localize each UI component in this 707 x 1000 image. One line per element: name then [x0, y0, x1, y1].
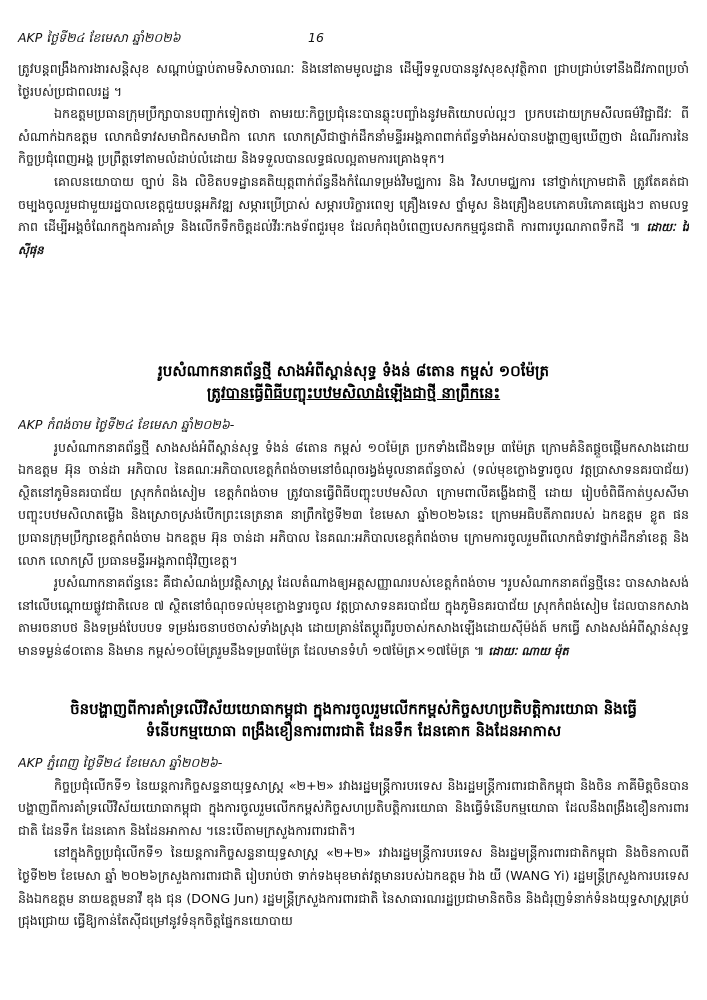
article-2-title-line: ត្រូវបានធ្វើពិធីបញ្ចុះបឋមសិលាដំឡើងជាថ្មី នាព្រឹកនេះ — [206, 384, 501, 402]
article-3-title-line: ចិនបង្ហាញពីការគាំទ្រលើវិស័យយោធាកម្ពុជា ក្នុងការចូលរួមលើកកម្ពស់កិច្ចសហប្រតិបត្តិការយោធា និងធ្វើ — [70, 700, 637, 718]
article-2-paragraph-text: រូបសំណាកនាគព័ន្ធនេះ គឺជាសំណង់ប្រវត្តិសាស្ត្រ ដែលតំណាងឲ្យអត្តសញ្ញាណរបស់ខេត្តកំពង់ចាម ។រូបសំណាកនាគព័ន្ធថ្មីនេះ បានសាងសង់នៅលើបណ្តោយផ្លូវជាតិលេខ ៧ ស្ថិតនៅចំណុចទល់មុខក្លោងទ្វារចូល វត្តប្រាសាទនគរបាជ័យ ក្នុងភូមិនគរបាជ័យ ស្រុកកំពង់សៀម ដែលបានកសាងតាមរចនាបថ និងទម្រង់បែបបទ ទម្រង់រចនាបថចាស់ទាំងស្រុង ដោយគ្រាន់តែប្ដូរពីរូបចាស់កសាងឡើងដោយស៊ីម៉ង់ត៍ មកធ្វើ សាងសង់អំពីស្ពាន់សុទ្ធមានទម្ងន់៨០តោន និងមាន កម្ពស់១០ម៉ែត្ររួមនឹងទម្រ៣ម៉ែត្រ ដែលមានទំហំ ១៧ម៉ែត្រ×១៧ម៉ែត្រ ៕ — [18, 575, 689, 658]
article-3-title — [18, 698, 689, 746]
article-2-title — [18, 360, 689, 408]
article-3-body — [18, 752, 689, 992]
article-1-body — [18, 58, 689, 356]
article-3-paragraph: នៅក្នុងកិច្ចប្រជុំលើកទី១ នៃយន្តការកិច្ចសន្ទនាយុទ្ធសាស្ត្រ «២+២» រវាងរដ្ឋមន្ត្រីការបរទេស និងរដ្ឋមន្ត្រីការពារជាតិកម្ពុជា និងចិនកាលពីថ្ងៃទី២២ ខែមេសា ឆ្នាំ ២០២៦ក្រសួងការពារជាតិ រៀបរាប់ថា ទាក់ទងមុខមាត់វត្តមានរបស់ឯកឧត្តម វ៉ាង យី (WANG Yi) រដ្ឋមន្ត្រីក្រសួងការបរទេស និងឯកឧត្តម នាយឧត្តមនាវី ឌុង ជុន (DONG Jun) រដ្ឋមន្ត្រីក្រសួងការពារជាតិ នៃសាធារណរដ្ឋប្រជាមានិតចិន និងជំរុញទំនាក់ទំនងយុទ្ធសាស្ត្រគ្រប់ជ្រុងជ្រោយ ធ្វើឱ្យកាន់តែស៊ីជម្រៅនូវទំនុកចិត្តផ្នែកនយោបាយ — [18, 845, 689, 929]
article-2-body — [18, 414, 689, 690]
article-2-paragraph — [18, 572, 689, 662]
article-1-paragraph: ឯកឧត្តមប្រធានក្រុមប្រឹក្សាបានបញ្ជាក់ទៀតថា តាមរយៈកិច្ចប្រជុំនេះបានឆ្លុះបញ្ចាំងនូវមតិយោបល់ល្អៗ ប្រកបដោយក្រមសីលធម៌វិជ្ជាជីវៈ ពីសំណាក់ឯកឧត្តម លោកជំទាវសមាជិកសមាជិកា លោក លោកស្រីជាថ្នាក់ដឹកនាំមន្ទីរអង្គភាពពាក់ព័ន្ធទាំងអស់បានបង្ហាញឲ្យឃើញថា ដំណើរការនៃកិច្ចប្រជុំពេញអង្គ ប្រព្រឹត្តទៅតាមលំដាប់លំដោយ និងទទួលបានលទ្ធផលល្អតាមការគ្រោងទុក។ — [18, 106, 689, 167]
header-dateline: AKP ថ្ងៃទី២៤ ខែមេសា ឆ្នាំ២០២៦ — [18, 30, 181, 45]
article-2-credit: ដោយៈ ណាយ ម៉ុត — [488, 643, 569, 658]
article-3-title-line: ទំនើបកម្មយោធា ពង្រឹងខឿនការពារជាតិ ដែនទឹក ដែនគោក និងដែនអាកាស — [145, 722, 562, 740]
article-2-paragraph: រូបសំណាកនាគព័ន្ធថ្មី សាងសង់អំពីស្ពាន់សុទ្ធ ទំងន់ ៨តោន កម្ពស់ ១០ម៉ែត្រ ប្រកទាំងជើងទម្រ ៣ម៉ែត្រ ក្រោមគំនិតផ្ដួចផ្ដើមកសាងដោយ ឯកឧត្តម អ៊ុន ចាន់ដា អភិបាល នៃគណៈអភិបាលខេត្តកំពង់ចាមនៅចំណុចរង្វង់មូលនាគព័ន្ធចាស់ (ទល់មុខក្លោងទ្វារចូល វត្តប្រាសាទនគរបាជ័យ) ស្ថិតនៅភូមិនគរបាជ័យ ស្រុកកំពង់សៀម ខេត្តកំពង់ចាម ត្រូវបានធ្វើពិធីបញ្ចុះបឋមសិលា ក្រោមពាលីគង្លើងជាថ្មី ដោយ រៀបចំពិធីកាត់ឫសសីមា បញ្ចុះបឋមសិលាតម្លើង និងស្រោចស្រង់បើកព្រះនេត្រនាគ នាព្រឹកថ្ងៃទី២៣ ខែមេសា ឆ្នាំ២០២៦នេះ ក្រោមអធិបតីភាពរបស់ ឯកឧត្តម ខ្លូត ផន ប្រធានក្រុមប្រឹក្សាខេត្តកំពង់ចាម ឯកឧត្តម អ៊ុន ចាន់ដា អភិបាល នៃគណៈអភិបាលខេត្តកំពង់ចាម ក្រោមការចូលរួមពីលោកជំទាវថ្នាក់ដឹកនាំខេត្ត និង លោក លោកស្រី ប្រធានមន្ទីរអង្គភាពជុំវិញខេត្ត។ — [18, 439, 689, 568]
page-number: 16 — [308, 30, 324, 45]
page-header — [18, 30, 689, 52]
article-2-title-line: រូបសំណាកនាគព័ន្ធថ្មី សាងអំពីស្ពាន់សុទ្ធ ទំងន់ ៨តោន កម្ពស់ ១០ម៉ែត្រ — [158, 362, 549, 380]
article-1-paragraph: ត្រូវបន្តពង្រឹងការងារសន្តិសុខ សណ្តាប់ធ្នាប់តាមទិសាចារណៈ និងនៅតាមមូលដ្ឋាន ដើម្បីទទួលបាននូវសុខសុវត្ថិភាព ជ្រាបជ្រាប់ទៅនឹងជីវភាពប្រចាំថ្ងៃរបស់ប្រជាពលរដ្ឋ ។ — [18, 61, 689, 99]
article-3-dateline: AKP ភ្នំពេញ ថ្ងៃទី២៤ ខែមេសា ឆ្នាំ២០២៦- — [18, 755, 223, 770]
article-2-title-line-wrap — [18, 382, 689, 404]
article-1-paragraph — [18, 171, 689, 261]
article-2-dateline: AKP កំពង់ចាម ថ្ងៃទី២៤ ខែមេសា ឆ្នាំ២០២៦- — [18, 417, 235, 432]
article-1-credit: ដោយៈ វៃ សុីផុន — [18, 220, 689, 257]
article-3-paragraph: កិច្ចប្រជុំលើកទី១ នៃយន្តការកិច្ចសន្ទនាយុទ្ធសាស្ត្រ «២+២» រវាងរដ្ឋមន្ត្រីការបរទេស និងរដ្ឋមន្ត្រីការពារជាតិកម្ពុជា និងចិន ភាគីមិត្តចិនបានបង្ហាញពីការគាំទ្រលើវិស័យយោធាកម្ពុជា ក្នុងការចូលរួមលើកកម្ពស់កិច្ចសហប្រតិបត្តិការយោធា និងធ្វើទំនើបកម្មយោធា ដែលនឹងពង្រឹងខឿនការពារជាតិ ដែនទឹក ដែនគោក និងដែនអាកាស ។នេះបើតាមក្រសួងការពារជាតិ។ — [18, 777, 689, 838]
article-1-paragraph-text: គោលនយោបាយ ច្បាប់ និង លិខិតបទដ្ឋានគតិយុត្តពាក់ព័ន្ធនឹងកំណែទម្រង់វិមជ្ឈការ និង វិសហមជ្ឈការ នៅថ្នាក់ក្រោមជាតិ ត្រូវតែគត់ជាចម្បងចូលរួមជាមួយរដ្ឋបាលខេត្តជួយបន្តអភិវឌ្ឍ សម្ភារប្រើប្រាស់ សម្ភារបរិក្ខារពេទ្យ គ្រឿងទេស ថ្នាំមូស និងគ្រឿងឧបភោគបរិភោគផ្សេងៗ តាមលទ្ធភាព ដើម្បីអង្គចំណែកក្នុងការគាំទ្រ និងលើកទឹកចិត្តដល់វីរៈកងទ័ពជួរមុខ ដែលកំពុងបំពេញបេសកកម្មជូនជាតិ ការពារបូរណភាពទឹកដី ៕ — [18, 173, 689, 235]
